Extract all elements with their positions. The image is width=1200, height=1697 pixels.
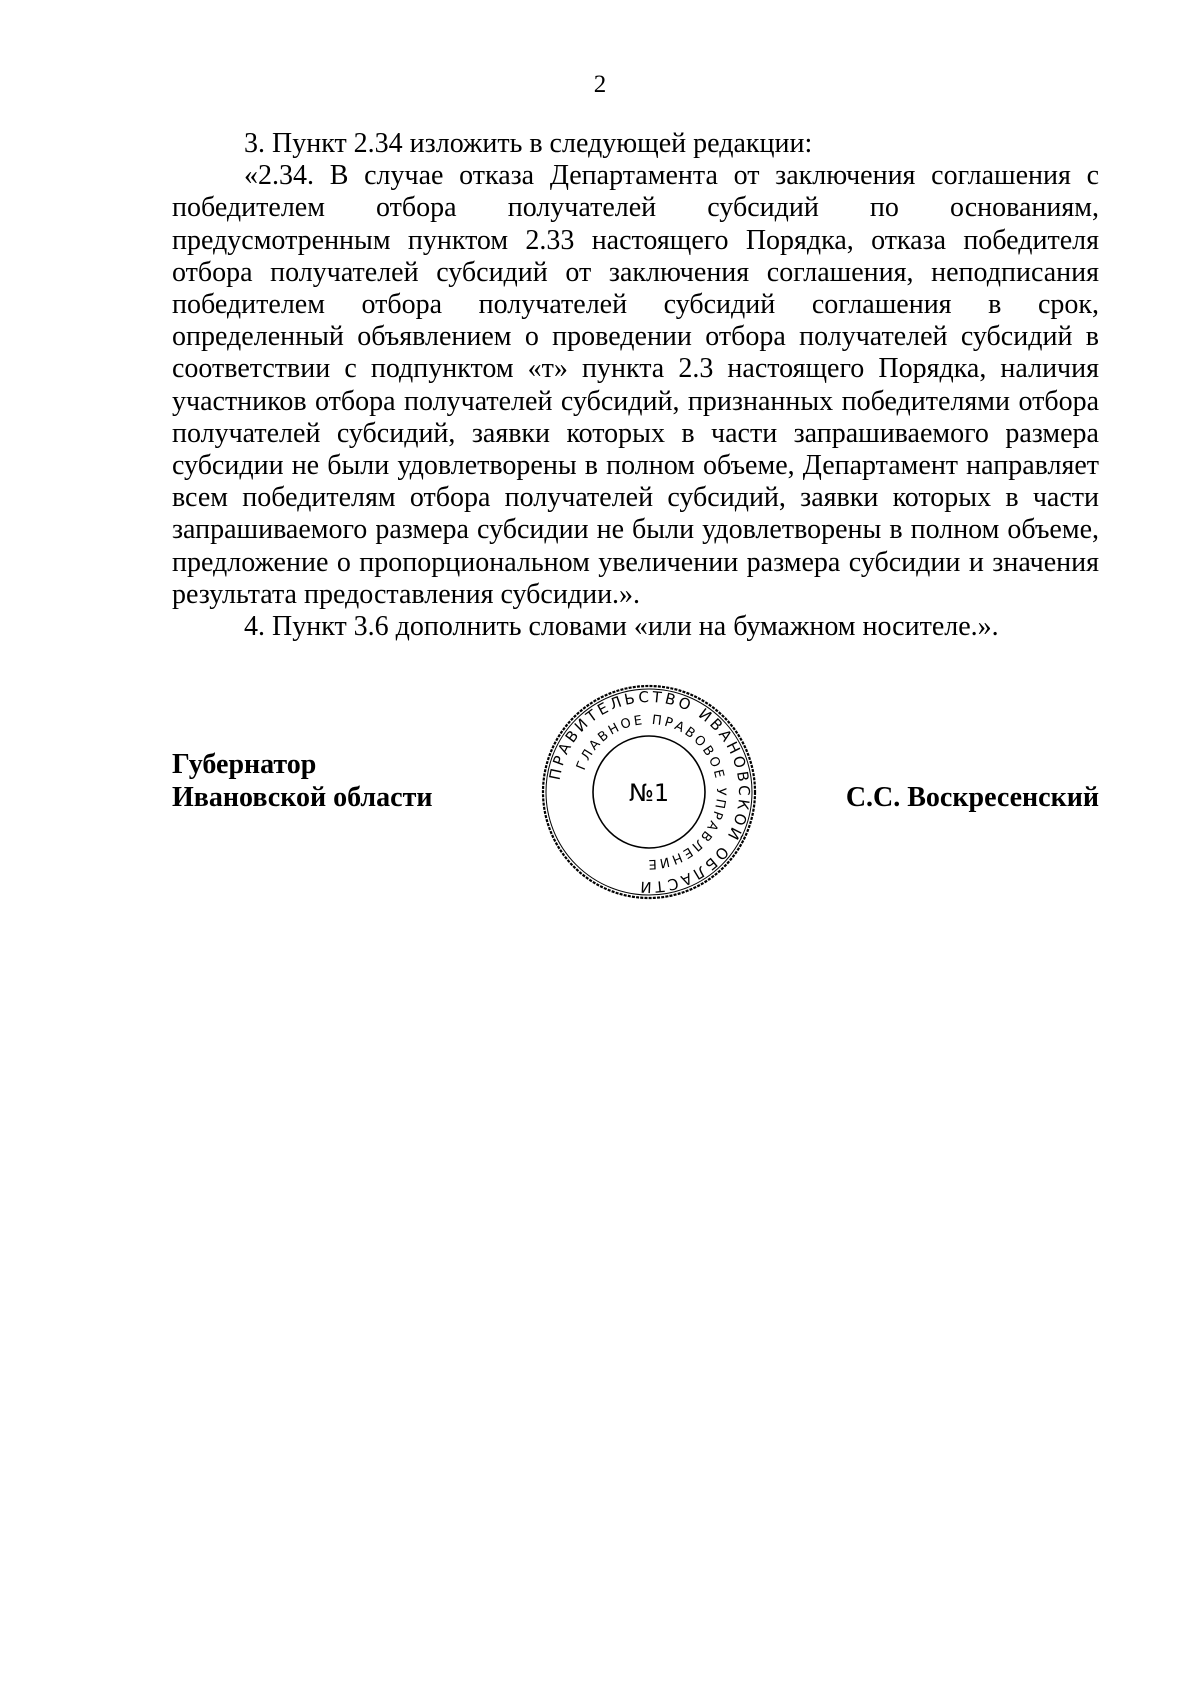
page-number: 2 — [593, 71, 607, 98]
paragraph-item-4: 4. Пункт 3.6 дополнить словами «или на бумажном носителе.». — [244, 611, 999, 643]
seal-number: №1 — [628, 779, 670, 807]
signatory-title-line2: Ивановской области — [172, 782, 433, 813]
seal-outer-text: ПРАВИТЕЛЬСТВО ИВАНОВСКОЙ ОБЛАСТИ — [545, 687, 754, 897]
signatory-title — [172, 748, 432, 814]
signatory-name: С.С. Воскресенский — [845, 782, 1099, 813]
paragraph-quoted-amendment: «2.34. В случае отказа Департамента от заключения соглашения с победителем отбора получателей субсидий по основаниям, предусмотренным пунктом 2.33 настоящего Порядка, отказа победителя отбора получателей субсидий от заключения соглашения, неподписания победителем отбора получателей субсидий соглашения в срок, определенный объявлением о проведении отбора получателей субсидий в соответствии с подпунктом «т» пункта 2.3 настоящего Порядка, наличия участников отбора получателей субсидий, признанных победителями отбора получателей субсидий, заявки которых в части запрашиваемого размера субсидии не были удовлетворены в полном объеме, Департамент направляет всем победителям отбора получателей субсидий, заявки которых в части запрашиваемого размера субсидии не были удовлетворены в полном объеме, предложение о пропорциональном увеличении размера субсидии и значения результата предоставления субсидии.». — [172, 160, 1099, 610]
official-seal — [537, 680, 761, 904]
paragraph-item-3: 3. Пункт 2.34 изложить в следующей редакции: — [244, 128, 813, 159]
seal-inner-text: ГЛАВНОЕ ПРАВОВОЕ УПРАВЛЕНИЕ — [573, 712, 729, 872]
document-body — [172, 128, 1099, 643]
signatory-title-line1: Губернатор — [172, 749, 317, 780]
